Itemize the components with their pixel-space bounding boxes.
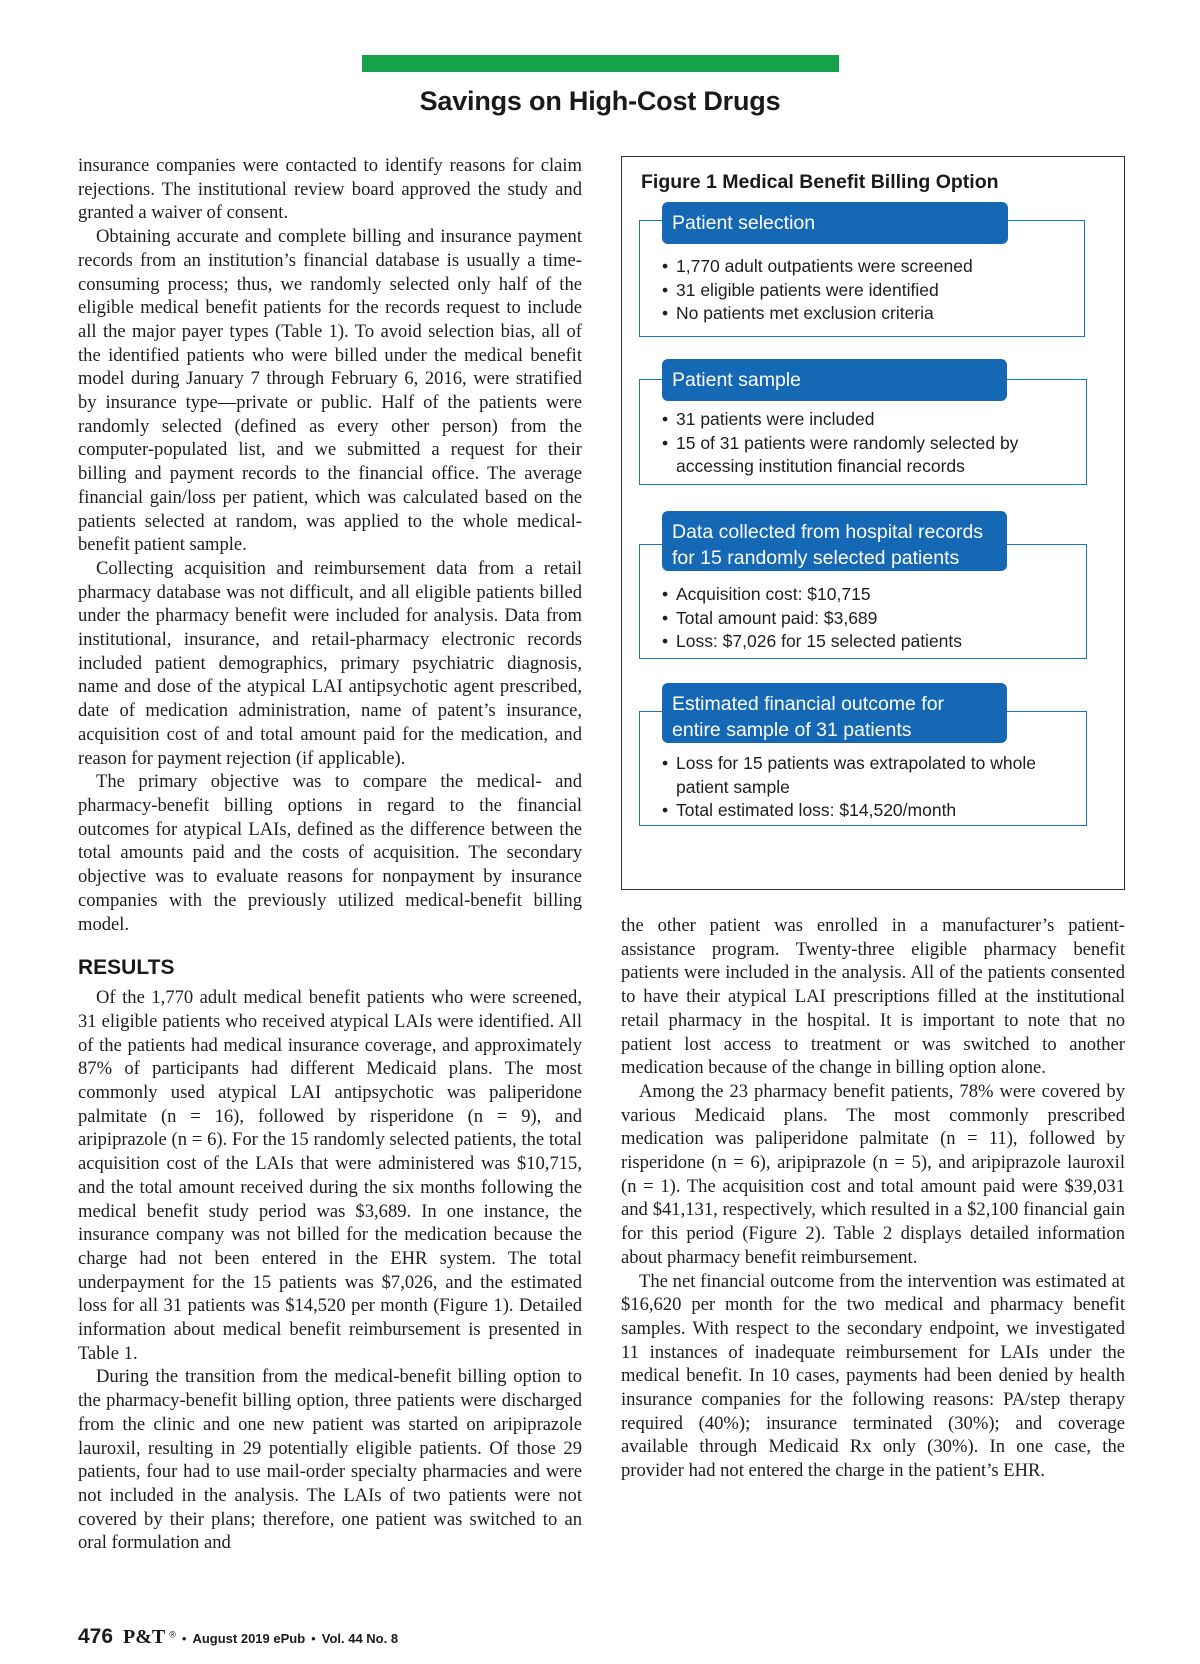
list-item: • 1,770 adult outpatients were screened [662,255,1072,279]
footer-separator: • [181,1631,187,1646]
flow-box-list [662,408,1072,479]
right-column [621,914,1125,1483]
paragraph: During the transition from the medical-benefit billing option to the pharmacy-benefit billing option, three patients were discharged from the clinic and one new patient was started on aripiprazole lauroxil, resulting in 29 potentially eligible patients. Of those 29 patients, four had to use mail-order specialty pharmacies and were not included in the analysis. The LAIs of two patients were not covered by their plans; therefore, one patient was switched to an oral formulation and [78,1366,582,1554]
paragraph: Among the 23 pharmacy benefit patients, 78% were covered by various Medicaid plans. The most commonly prescribed medication was paliperidone palmitate (n = 11), followed by risperidone (n = 6), aripiprazole (n = 5), and aripiprazole lauroxil (n = 1). The acquisition cost and total amount paid were $39,031 and $41,131, respectively, which resulted in a $2,100 financial gain for this period (Figure 2). Table 2 displays detailed information about pharmacy benefit reimbursement. [621,1080,1125,1268]
issue-date: August 2019 ePub [192,1631,306,1646]
flow-box-heading: Data collected from hospital records for 15 randomly selected patients [662,511,1007,571]
list-item: • Total amount paid: $3,689 [662,607,1072,631]
list-item: • Loss for 15 patients was extrapolated to whole patient sample [662,752,1082,799]
paragraph: The net financial outcome from the intervention was estimated at $16,620 per month for the two medical and pharmacy benefit samples. With respect to the secondary endpoint, we investigated 11 instances of inadequate reimbursement for LAIs under the medical benefit. In 10 cases, payments had been denied by health insurance companies for the following reasons: PA/step therapy required (40%); insurance terminated (30%); and coverage available through Medicaid Rx only (30%). In one case, the provider had not entered the charge in the patient’s EHR. [621,1270,1125,1482]
list-item: • No patients met exclusion criteria [662,302,1072,326]
paragraph: the other patient was enrolled in a manufacturer’s patient-assistance program. Twenty-three eligible pharmacy benefit patients were included in the analysis. All of the patients consented to have their atypical LAI prescriptions filled at the institutional retail pharmacy in the hospital. It is important to note that no patient lost access to treatment or was switched to another medication because of the change in billing option alone. [621,915,1125,1079]
list-item: • Acquisition cost: $10,715 [662,583,1072,607]
paragraph: The primary objective was to compare the medical- and pharmacy-benefit billing options in regard to the financial outcomes for atypical LAIs, defined as the difference between the total amounts paid and the costs of acquisition. The secondary objective was to evaluate reasons for nonpayment by insurance companies with the previously utilized medical-benefit billing model. [78,771,582,935]
results-heading: RESULTS [78,956,175,980]
list-item: • Loss: $7,026 for 15 selected patients [662,630,1072,654]
volume-info: Vol. 44 No. 8 [321,1631,399,1646]
header-accent-bar [362,55,839,72]
flow-box-list [662,752,1082,823]
list-item: • 15 of 31 patients were randomly selected by accessing institution financial records [662,432,1072,479]
flow-box-heading: Patient sample [662,359,1007,401]
flow-box-heading: Estimated financial outcome for entire sample of 31 patients [662,683,1007,743]
list-item: • 31 patients were included [662,408,1072,432]
flow-box-list [662,255,1072,326]
list-item: • 31 eligible patients were identified [662,279,1072,303]
figure-1 [621,156,1125,890]
paragraph: Collecting acquisition and reimbursement data from a retail pharmacy database was not difficult, and all eligible patients billed under the pharmacy benefit were included for analysis. Data from institutional, insurance, and retail-pharmacy electronic records included patient demographics, primary psychiatric diagnosis, name and dose of the atypical LAI antipsychotic agent prescribed, date of medication administration, name of patent’s insurance, acquisition cost of and total amount paid for the medication, and reason for payment rejection (if applicable). [78,557,582,769]
left-column [78,154,582,1555]
paragraph: Obtaining accurate and complete billing and insurance payment records from an institution’s financial database is usually a time-consuming process; thus, we randomly selected only half of the eligible medical benefit patients for the records request to include all the major payer types (Table 1). To avoid selection bias, all of the identified patients who were billed under the medical benefit model during January 7 through February 6, 2016, were stratified by insurance type—private or public. Half of the patients were randomly selected (defined as every other person) from the computer-populated list, and we submitted a request for their billing and payment records to the financial office. The average financial gain/loss per patient, which was calculated based on the patients selected at random, was applied to the whole medical-benefit patient sample. [78,226,582,556]
registered-mark: ® [169,1629,176,1640]
paragraph: insurance companies were contacted to identify reasons for claim rejections. The institutional review board approved the study and granted a waiver of consent. [78,155,582,224]
list-item: • Total estimated loss: $14,520/month [662,799,1082,823]
page-number: 476 [78,1625,114,1648]
paragraph: Of the 1,770 adult medical benefit patients who were screened, 31 eligible patients who received atypical LAIs were identified. All of the patients had medical insurance coverage, and approximately 87% of participants had different Medicaid plans. The most commonly used atypical LAI antipsychotic was paliperidone palmitate (n = 16), followed by risperidone (n = 9), and aripiprazole (n = 6). For the 15 randomly selected patients, the total acquisition cost of the LAIs that were administered was $10,715, and the total amount received during the six months following the medical benefit study period was $3,689. In one instance, the insurance company was not billed for the medication because the charge had not been entered in the EHR system. The total underpayment for the 15 patients was $7,026, and the estimated loss for all 31 patients was $14,520 per month (Figure 1). Detailed information about medical benefit reimbursement is presented in Table 1. [78,987,582,1364]
journal-name: P&T [123,1626,166,1648]
page-footer [78,1625,398,1649]
page-title: Savings on High-Cost Drugs [419,86,781,116]
figure-title: Figure 1 Medical Benefit Billing Option [641,171,999,193]
footer-separator: • [311,1631,316,1646]
flow-box-list [662,583,1072,654]
flow-box-heading: Patient selection [662,202,1008,244]
